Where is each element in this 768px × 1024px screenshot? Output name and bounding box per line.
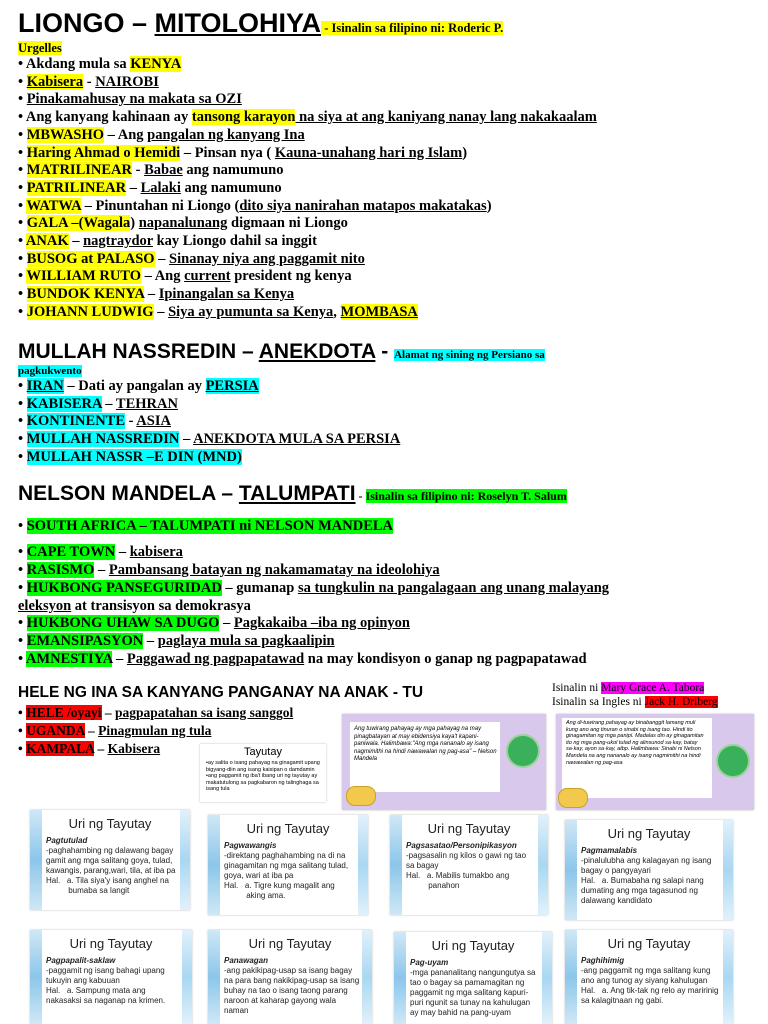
liongo-heading — [18, 8, 503, 39]
mullah-item-text: - — [125, 413, 137, 430]
mullah-item — [18, 413, 171, 430]
mandela-item-text: – — [112, 651, 127, 667]
di-tuwirang-pahayag-slide — [556, 714, 754, 810]
liongo-genre: MITOLOHIYA — [154, 8, 322, 38]
mandela-item-text: na may kondisyon o ganap ng pagpapatawad — [304, 651, 587, 667]
liongo-item-text: • — [18, 250, 27, 267]
liongo-item-text: Babae — [144, 162, 183, 179]
liongo-item — [18, 56, 181, 73]
uri-slide-text: -pinalulubha ang kalagayan ng isang bagay o pangyayari Hal. a. Bumabaha ng salapi nang dumating ang mga tagasunod ng dalawang kandidato — [581, 856, 712, 905]
liongo-item-text: – Pinuntahan ni Liongo ( — [80, 197, 240, 214]
mandela-item-text: Pagkakaiba –iba ng opinyon — [233, 615, 410, 631]
liongo-item-text: – Ang — [141, 268, 185, 285]
hele-item — [18, 722, 211, 739]
liongo-item-text: – Ang — [104, 126, 148, 143]
liongo-item-text: • — [18, 197, 27, 214]
uri-slide-text: -mga pananalitang nangungutya sa tao o bagay sa pamamagitan ng paggamit ng mga salitang kapuri-puri ngunit sa tunay na kahulugan ay may bahid na pang-uyam — [410, 968, 538, 1017]
mandela-item-text: at transisyon sa demokrasya — [71, 598, 251, 614]
liongo-item-text: ang namumuno — [182, 162, 284, 179]
liongo-item-text: president ng kenya — [230, 268, 352, 285]
mandela-item-text: Pambansang batayan ng nakamamatay na ideolohiya — [108, 562, 440, 578]
uri-slide-kind: Panawagan — [224, 956, 269, 965]
uri-slide-body — [406, 841, 536, 891]
uri-slide-body — [46, 956, 180, 1006]
mandela-item — [18, 615, 410, 632]
uri-slide-body — [224, 956, 360, 1016]
liongo-item — [18, 304, 418, 321]
mullah-credit: Alamat ng sining ng Persiano sa — [394, 349, 545, 361]
liongo-item-text: ) — [130, 215, 139, 232]
liongo-item-text: – — [126, 179, 141, 196]
gamepad-icon — [558, 788, 588, 808]
uri-slide-body — [581, 956, 721, 1006]
hele-heading — [18, 684, 546, 702]
uri-slide-kind: Pagpapalit-saklaw — [46, 956, 116, 965]
uri-slide-text: -paggamit ng isang bahagi upang tukuyin ang kabuuan Hal. a. Sampung mata ang nakasaksi sa naganap na krimen. — [46, 966, 166, 1005]
liongo-item-text: pangalan ng kanyang Ina — [147, 126, 305, 143]
uri-slide-text: -paghahambing ng dalawang bagay gamit ang mga salitang goya, tulad, kawangis, parang,wari, tila, at iba pa Hal. a. Tila siya'y isang anghel na bumaba sa langit — [46, 846, 176, 895]
hele-item — [18, 740, 160, 757]
liongo-item-text: Pinakamahusay na makata sa OZI — [26, 91, 242, 108]
uri-slide — [565, 930, 733, 1024]
liongo-item-text: KENYA — [130, 56, 182, 72]
mullah-item-text: MULLAH NASSR –E DIN (MND) — [26, 448, 242, 465]
liongo-credit-line2: Urgelles — [18, 41, 62, 55]
hele-item-text: – — [101, 705, 115, 720]
liongo-item-text: • — [18, 126, 27, 143]
liongo-item-text: MATRILINEAR — [26, 162, 132, 179]
mandela-genre: TALUMPATI — [238, 482, 356, 505]
mullah-item — [18, 431, 400, 448]
uri-slide-text: -direktang paghahambing na di na ginagamitan ng mga salitang tulad, goya, wari at iba pa Hal. a. Tigre kung magalit ang aking ama. — [224, 851, 349, 900]
uri-slide-text: -ang paggamit ng mga salitang kung ano ang tunog ay siyang kahulugan Hal. a. Ang tik-tak ng relo ay maririnig sa kalagitnaan ng gabi. — [581, 966, 719, 1005]
uri-slide-title: Uri ng Tayutay — [248, 936, 332, 951]
mandela-item-text: • — [18, 518, 27, 534]
uri-slide-title: Uri ng Tayutay — [431, 938, 515, 953]
liongo-title: LIONGO – — [18, 8, 155, 38]
mandela-item-text: – — [94, 562, 109, 578]
liongo-item-text: Kauna-unahang hari ng Islam — [274, 144, 463, 161]
liongo-item-text: – Pinsan nya ( — [180, 144, 275, 161]
mandela-item-text: Paggawad ng pagpapatawad — [126, 651, 305, 667]
badge-icon — [716, 744, 750, 778]
liongo-item-text: MOMBASA — [340, 303, 418, 320]
liongo-item-text: JOHANN LUDWIG — [26, 303, 154, 320]
liongo-item-text: BUNDOK KENYA — [26, 286, 145, 303]
liongo-item — [18, 215, 348, 232]
mandela-item-text: • — [18, 544, 27, 560]
mandela-heading: NELSON MANDELA – TALUMPATI - Isinalin sa filipino ni: Roselyn T. Salum — [18, 482, 567, 505]
mullah-item-text: KABISERA — [26, 395, 102, 412]
liongo-item-text: Lalaki — [140, 179, 181, 196]
uri-slide-title: Uri ng Tayutay — [68, 816, 152, 831]
hele-item-text: KAMPALA — [26, 741, 95, 756]
tuwirang-pahayag-text: Ang tuwirang pahayag ay mga pahayag na may pinagbatayan at may ebidensiya kaya't kapani-paniwala. Halimbawa:"Ang mga nananalo ay isang nagmimithi na hindi nawawalan ng pag-asa" – Nelson Mandela — [354, 726, 497, 762]
mullah-item-text: • — [18, 431, 27, 448]
liongo-item-text: MBWASHO — [26, 126, 105, 143]
mandela-credit: Isinalin sa filipino ni: Roselyn T. Salum — [365, 489, 567, 503]
liongo-item-text: nagtraydor — [83, 233, 153, 249]
mandela-item-text: • — [18, 580, 27, 596]
mullah-item-text: TEHRAN — [115, 395, 178, 412]
liongo-item-text: • — [18, 215, 27, 232]
liongo-item-text: Haring Ahmad o Hemidi — [26, 144, 181, 161]
mullah-item-text: MULLAH NASSREDIN — [26, 431, 180, 448]
hele-item-text: pagpapatahan sa isang sanggol — [115, 705, 294, 720]
liongo-item-text: PATRILINEAR — [26, 179, 127, 196]
liongo-item-text: Kabisera — [26, 73, 84, 90]
liongo-item-text: WATWA — [26, 197, 81, 214]
liongo-item-text: - — [83, 73, 96, 90]
mullah-credit-line2: pagkukwento — [18, 365, 82, 377]
liongo-item-text: – — [144, 286, 159, 303]
mandela-title: NELSON MANDELA – — [18, 482, 239, 505]
tuwirang-pahayag-slide — [342, 714, 546, 810]
liongo-item-text: WILLIAM RUTO — [26, 268, 141, 285]
mullah-item-text: PERSIA — [205, 378, 259, 394]
liongo-item — [18, 198, 492, 215]
liongo-item-text: kay Liongo dahil sa inggit — [152, 233, 317, 249]
mullah-item-text: ASIA — [136, 413, 171, 430]
mandela-item-text: eleksyon — [18, 598, 72, 614]
liongo-item — [18, 180, 282, 197]
tayutay-slide-title: Tayutay — [244, 746, 282, 758]
liongo-item-text: ang namumuno — [180, 179, 282, 196]
hele-title: HELE NG INA SA KANYANG PANGANAY NA ANAK - TU — [18, 684, 424, 701]
uri-slide — [565, 820, 733, 920]
hele-item-text: UGANDA — [26, 723, 85, 738]
liongo-item — [18, 109, 597, 126]
uri-slide-title: Uri ng Tayutay — [427, 821, 511, 836]
mandela-item-text: SOUTH AFRICA – TALUMPATI ni NELSON MANDELA — [26, 518, 394, 534]
mandela-item — [18, 544, 183, 561]
badge-icon — [506, 734, 540, 768]
mandela-item-text: – gumanap — [221, 580, 298, 596]
mandela-item — [18, 518, 393, 535]
hele-item-text: • — [18, 741, 27, 756]
uri-slide-kind: Pagtutulad — [46, 836, 88, 845]
liongo-item-text: tansong karayon — [191, 109, 296, 126]
mullah-item — [18, 449, 242, 466]
liongo-item — [18, 251, 365, 268]
mullah-item — [18, 396, 178, 413]
liongo-item-text: • Ang kanyang kahinaan ay — [18, 109, 192, 126]
mandela-item-text: sa tungkulin na pangalagaan ang unang malayang — [297, 580, 610, 596]
liongo-item-text: napanalunang — [138, 215, 228, 232]
liongo-item-text: • — [18, 162, 27, 179]
mandela-item — [18, 598, 251, 615]
liongo-item-text: – — [68, 233, 84, 249]
mullah-item-text: – Dati ay pangalan ay — [63, 378, 206, 394]
mandela-item-text: RASISMO — [26, 562, 95, 578]
mullah-item-text: IRAN — [26, 378, 64, 394]
mullah-title: MULLAH NASSREDIN – — [18, 340, 259, 363]
liongo-item-text: ANAK — [25, 233, 69, 249]
liongo-item — [18, 286, 294, 303]
mandela-item-text: CAPE TOWN — [26, 544, 116, 560]
mandela-item-text: HUKBONG UHAW SA DUGO — [26, 615, 220, 631]
uri-slide-kind: Pagwawangis — [224, 841, 277, 850]
uri-slide-body — [581, 846, 721, 906]
mandela-item-text: • — [18, 615, 27, 631]
liongo-item — [18, 162, 283, 179]
liongo-item-text: – — [154, 250, 170, 267]
mullah-item-text: • — [18, 448, 27, 465]
uri-slide-title: Uri ng Tayutay — [246, 821, 330, 836]
mandela-item-text: kabisera — [129, 544, 183, 560]
hele-item-text: – — [94, 741, 108, 756]
hele-item-text: – — [84, 723, 99, 738]
uri-slide — [390, 815, 548, 915]
liongo-item — [18, 74, 159, 91]
mandela-item-text: • — [18, 651, 26, 667]
liongo-item — [18, 233, 317, 250]
liongo-item-text: NAIROBI — [95, 73, 159, 90]
hele-credit-1: Isinalin ni Mary Grace A. Tabora — [552, 682, 705, 694]
mandela-item — [18, 633, 335, 650]
hele-item — [18, 704, 293, 721]
liongo-item-text: • — [18, 303, 27, 320]
mandela-item-text: – — [219, 615, 234, 631]
uri-slide-kind: Pagmamalabis — [581, 846, 638, 855]
mandela-item-text: • — [18, 633, 27, 649]
uri-slide-title: Uri ng Tayutay — [607, 826, 691, 841]
liongo-item-text: • — [18, 233, 26, 249]
mandela-item-text: HUKBONG PANSEGURIDAD — [26, 580, 222, 596]
tayutay-bullet-2: •ang paggamit ng iba't ibang uri ng tayutay ay makatutulong sa pagkabaron ng talinghaga sa isang tula — [206, 773, 319, 792]
tayutay-bullet-1: •ay salita o isang pahayag na ginagamit upang bigyang-diin ang isang kaisipan o damdamin — [206, 760, 320, 773]
hele-item-text: Pinagmulan ng tula — [98, 723, 212, 738]
uri-slide-body — [46, 836, 178, 896]
liongo-item-text: ) — [486, 197, 492, 214]
liongo-item-text: • — [18, 144, 27, 161]
uri-slide — [208, 930, 372, 1024]
liongo-item-text: BUSOG at PALASO — [26, 250, 155, 267]
hele-item-text: • — [18, 723, 27, 738]
uri-slide-body — [410, 958, 540, 1018]
mullah-item-text: KONTINENTE — [26, 413, 126, 430]
uri-slide — [208, 815, 368, 915]
mandela-item — [18, 580, 609, 597]
liongo-item-text: Ipinangalan sa Kenya — [158, 286, 295, 303]
mullah-item — [18, 378, 259, 395]
mandela-item — [18, 562, 440, 579]
mandela-item-text: AMNESTIYA — [25, 651, 113, 667]
liongo-item-text: current — [184, 268, 231, 285]
liongo-item-text: – — [153, 303, 169, 320]
liongo-item-text: GALA –(Wagala — [26, 215, 131, 232]
mandela-item-text: EMANSIPASYON — [26, 633, 144, 649]
uri-slide-title: Uri ng Tayutay — [69, 936, 153, 951]
liongo-item-text: • Akdang mula sa — [18, 56, 131, 72]
hele-item-text: • — [18, 705, 27, 720]
liongo-item-text: - — [131, 162, 145, 179]
mandela-item-text: • — [18, 562, 27, 578]
uri-slide-kind: Pag-uyam — [410, 958, 449, 967]
liongo-item — [18, 145, 467, 162]
liongo-item-text: na siya at ang kaniyang nanay lang nakakaalam — [295, 109, 597, 126]
liongo-item-text: • — [18, 286, 27, 303]
uri-slide-kind: Pagsasatao/Personipikasyon — [406, 841, 517, 850]
liongo-credit: - Isinalin sa filipino ni: Roderic P. — [321, 21, 504, 35]
mandela-item-text: paglaya mula sa pagkaalipin — [157, 633, 335, 649]
liongo-item-text: Siya ay pumunta sa Kenya — [168, 303, 334, 320]
uri-slide-body — [224, 841, 356, 901]
mullah-genre: ANEKDOTA — [258, 340, 376, 363]
mullah-item-text: – — [179, 431, 194, 448]
liongo-item-text: • — [18, 179, 27, 196]
uri-slide-text: -ang pakikipag-usap sa isang bagay na para bang nakikipag-usap sa isang buhay na tao o isang taong parang naroon at kaharap gayong wala naman — [224, 966, 362, 1015]
liongo-item-text: • — [18, 268, 27, 285]
di-tuwirang-pahayag-text: Ang di-tuwirang pahayag ay binabanggit lamang muli kung ano ang tinuran o sinabi ng isang tao. Hindi ito ginagamitan ng mga panipi. Madalas din ay ginagamitan ito ng mga pang-ukol tulad ng alinsunod sa·kay, batay sa·kay, ayon sa·kay, atbp. Halimbawa: Sinabi ni Nelson Mandela na ang nananalo ay isang nagmimithi na hindi nawawalan ng pag-asa — [566, 720, 704, 766]
gamepad-icon — [346, 786, 376, 806]
uri-slide — [30, 810, 190, 910]
uri-slide-kind: Paghihimig — [581, 956, 625, 965]
mullah-item-text: • — [18, 413, 27, 430]
liongo-item-text: ) — [462, 144, 468, 161]
mullah-item-text: – — [101, 395, 116, 412]
hele-item-text: Kabisera — [107, 741, 161, 756]
uri-slide-text: -pagsasalin ng kilos o gawi ng tao sa bagay Hal. a. Mabilis tumakbo ang panahon — [406, 851, 527, 890]
uri-slide — [394, 932, 552, 1024]
mullah-item-text: • — [18, 378, 27, 394]
liongo-item — [18, 268, 352, 285]
mandela-item-text: – — [143, 633, 158, 649]
mullah-item-text: ANEKDOTA MULA SA PERSIA — [193, 431, 401, 448]
liongo-item-text: dito siya nanirahan matapos makatakas — [239, 197, 487, 214]
hele-item-text: HELE /oyayi — [26, 705, 102, 720]
liongo-item-text: digmaan ni Liongo — [227, 215, 348, 232]
uri-slide — [30, 930, 192, 1024]
liongo-item-text: • — [18, 91, 27, 108]
liongo-item-text: Sinanay niya ang paggamit nito — [169, 250, 365, 267]
mullah-heading: MULLAH NASSREDIN – ANEKDOTA - Alamat ng sining ng Persiano sa — [18, 340, 545, 363]
hele-credit-2: Isinalin sa Ingles ni Jack H. Driberg — [552, 696, 718, 708]
liongo-item-text: • — [18, 73, 27, 90]
liongo-item-text: , — [333, 303, 341, 320]
mandela-item — [18, 651, 587, 668]
liongo-item — [18, 127, 305, 144]
tayutay-slide — [200, 744, 326, 802]
mandela-item-text: – — [115, 544, 130, 560]
liongo-item — [18, 91, 242, 108]
uri-slide-title: Uri ng Tayutay — [607, 936, 691, 951]
mullah-item-text: • — [18, 395, 27, 412]
